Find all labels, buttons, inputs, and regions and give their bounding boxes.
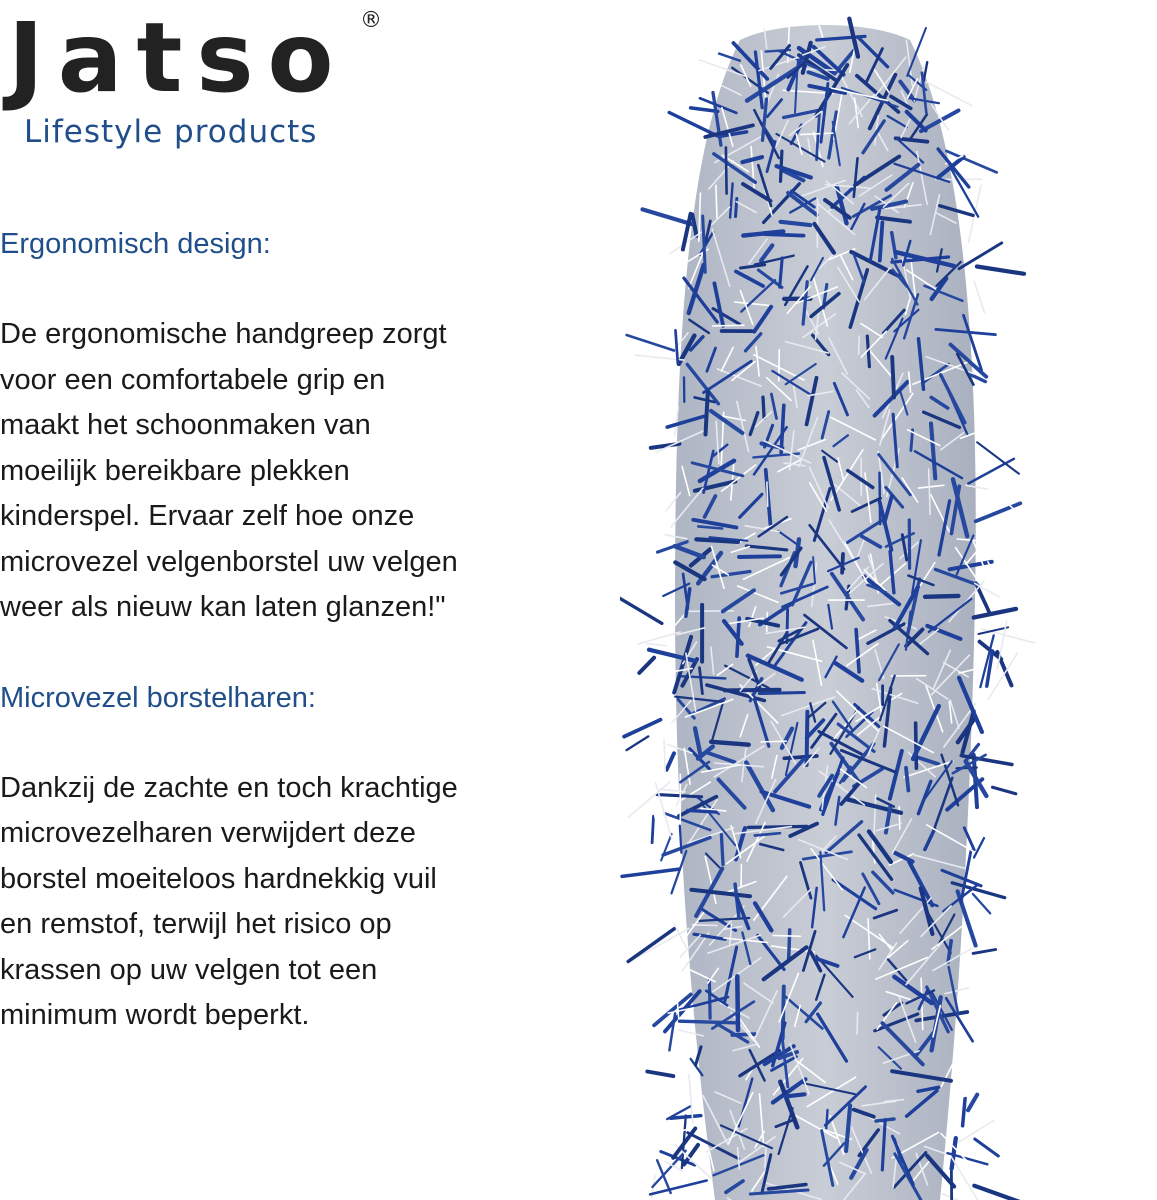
- bristle-strand: [712, 325, 744, 326]
- bristle-strand: [765, 1148, 766, 1168]
- bristle-strand: [645, 1129, 687, 1143]
- section-heading-microfiber: Microvezel borstelharen:: [0, 681, 316, 714]
- bristle-strand: [973, 894, 990, 913]
- bristle-strand: [977, 442, 1019, 473]
- bristle-strand: [759, 693, 804, 694]
- bristle-strand: [983, 480, 1018, 513]
- registered-mark: ®: [360, 8, 382, 33]
- bristle-strand: [963, 1098, 966, 1126]
- bristle-strand: [787, 609, 788, 642]
- product-description: [0, 222, 600, 1039]
- bristle-strand: [638, 632, 680, 644]
- bristle-strand: [638, 928, 689, 957]
- bristle-strand: [627, 736, 649, 750]
- section-body-ergonomic: De ergonomische handgreep zorgt voor een comfortabele grip en maakt het schoonmaken van moeilijk bereikbare plekken kinderspel. Ervaar zelf hoe onze microvezel velgenborstel uw velgen weer als nieuw kan laten glanzen!": [0, 318, 458, 623]
- bristle-strand: [639, 658, 654, 673]
- bristle-strand: [763, 397, 764, 418]
- section-heading-ergonomic: Ergonomisch design:: [0, 228, 271, 260]
- bristle-strand: [977, 267, 1024, 274]
- bristle-strand: [993, 787, 1016, 794]
- brand-name: Jatso: [8, 2, 348, 114]
- bristle-strand: [692, 925, 717, 926]
- bristle-strand: [974, 1186, 1030, 1200]
- bristle-strand: [716, 185, 717, 218]
- bristle-strand: [657, 795, 702, 797]
- bristle-strand: [627, 335, 674, 351]
- bristle-strand: [676, 330, 678, 363]
- bristle-strand: [725, 690, 780, 691]
- bristle-strand: [711, 742, 749, 745]
- bristle-strand: [974, 609, 1016, 618]
- bristle-strand: [680, 1021, 735, 1023]
- bristle-strand: [688, 810, 716, 812]
- bristle-strand: [880, 222, 883, 260]
- bristle-strand: [657, 1160, 671, 1193]
- bristle-strand: [650, 1181, 707, 1195]
- bristle-strand: [925, 596, 958, 597]
- bristle-strand: [859, 336, 860, 354]
- bristle-strand: [721, 835, 723, 865]
- bristle-strand: [669, 1013, 675, 1050]
- bristle-strand: [968, 1095, 977, 1111]
- bristle-strand: [748, 826, 807, 827]
- bristle-strand: [643, 209, 693, 224]
- bristle-strand: [973, 950, 996, 954]
- bristle-strand: [691, 108, 718, 112]
- bristle-strand: [706, 392, 708, 435]
- bristle-strand: [983, 353, 1019, 381]
- bristle-strand: [959, 243, 1002, 269]
- bristle-strand: [664, 739, 665, 771]
- bristle-strand: [857, 1012, 858, 1034]
- bristle-strand: [916, 723, 917, 768]
- bristle-strand: [622, 869, 679, 876]
- bristle-strand: [647, 644, 667, 646]
- microfiber-wheel-brush-icon: [620, 0, 1157, 1200]
- bristle-strand: [892, 357, 894, 398]
- bristle-strand: [974, 281, 985, 313]
- section-body-microfiber: Dankzij de zachte en toch krachtige microvezelharen verwijdert deze borstel moeiteloos hardnekkig vuil en remstof, terwijl het risico op krassen op uw velgen tot een minimum wordt beperkt.: [0, 771, 458, 1031]
- bristle-strand: [952, 1121, 994, 1147]
- bristle-strand: [765, 234, 804, 235]
- bristle-strand: [842, 554, 843, 573]
- bristle-strand: [671, 1116, 701, 1119]
- bristle-strand: [807, 712, 808, 765]
- bristle-strand: [789, 930, 790, 959]
- bristle-strand: [737, 976, 738, 1030]
- bristle-strand: [683, 214, 691, 250]
- bristle-strand: [975, 1139, 999, 1156]
- bristle-strand: [906, 768, 908, 791]
- bristle-strand: [953, 1095, 971, 1100]
- bristle-strand: [667, 753, 674, 770]
- bristle-strand: [739, 556, 780, 557]
- bristle-strand: [644, 953, 679, 967]
- bristle-strand: [943, 1194, 989, 1200]
- bristle-strand: [624, 720, 660, 737]
- bristle-strand: [709, 979, 710, 1018]
- bristle-strand: [620, 597, 662, 624]
- bristle-strand: [767, 482, 768, 506]
- brand-tagline: Lifestyle products: [24, 114, 318, 150]
- bristle-strand: [786, 1094, 805, 1096]
- bristle-strand: [974, 838, 984, 857]
- brand-logo: [8, 2, 408, 158]
- bristle-strand: [647, 1072, 673, 1077]
- bristle-strand: [761, 741, 786, 742]
- bristle-strand: [652, 816, 653, 843]
- bristle-strand: [726, 147, 727, 193]
- bristle-strand: [976, 503, 1021, 521]
- bristle-strand: [899, 807, 900, 830]
- bristle-strand: [773, 935, 801, 936]
